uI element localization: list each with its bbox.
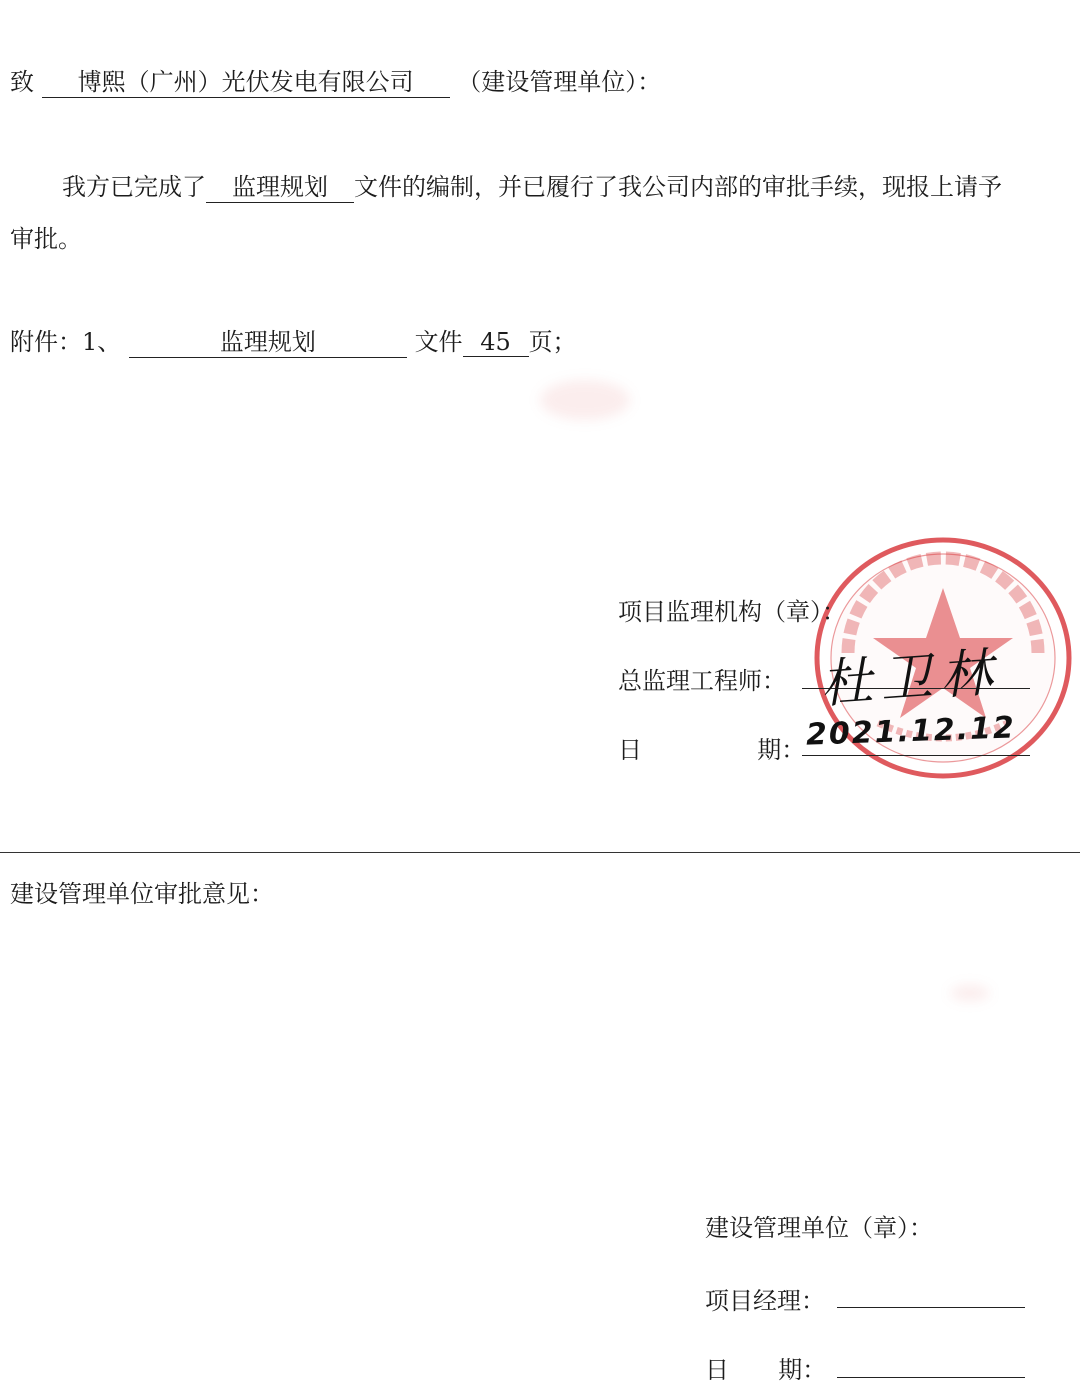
- body-line-2: 审批。: [10, 225, 82, 253]
- owner-date-line: [837, 1377, 1025, 1378]
- section-divider: [0, 852, 1080, 853]
- owner-opinion-label: 建设管理单位审批意见：: [10, 880, 274, 908]
- attachment-mid: 文件: [414, 328, 463, 356]
- attachment-line: [10, 322, 577, 358]
- date-label-left: 日: [618, 736, 642, 764]
- owner-date-row: [705, 1350, 826, 1385]
- chief-engineer-label: 总监理工程师：: [618, 667, 786, 695]
- body-line-1: [62, 167, 1002, 203]
- scan-smudge: [950, 985, 990, 1001]
- chief-engineer-signature: 杜卫林: [818, 642, 1003, 716]
- to-prefix: 致: [10, 68, 34, 96]
- attachment-suffix: 页；: [528, 328, 577, 356]
- supervision-date-line: [802, 755, 1030, 756]
- date-label-right: 期：: [757, 736, 806, 764]
- project-manager-line: [837, 1307, 1025, 1308]
- body-suffix: 文件的编制，并已履行了我公司内部的审批手续，现报上请予: [354, 173, 1002, 201]
- owner-org-label: 建设管理单位（章）：: [705, 1214, 933, 1242]
- scan-smudge: [540, 380, 630, 420]
- recipient-role: （建设管理单位）：: [457, 68, 662, 96]
- attachment-name: 监理规划: [129, 322, 407, 358]
- supervision-date-value: 2021.12.12: [805, 710, 1017, 753]
- recipient-line: [10, 62, 661, 98]
- attachment-pages: 45: [463, 328, 529, 357]
- project-manager-row: [705, 1281, 825, 1316]
- document-name: 监理规划: [206, 167, 354, 203]
- attachment-prefix: 附件：1、: [10, 328, 122, 356]
- supervision-org-label: 项目监理机构（章）：: [618, 598, 846, 626]
- recipient-name: 博熙（广州）光伏发电有限公司: [42, 62, 450, 98]
- owner-date-label-right: 期：: [778, 1356, 827, 1384]
- owner-date-label-left: 日: [705, 1356, 729, 1384]
- supervision-date-label: [618, 730, 805, 765]
- project-manager-label: 项目经理：: [705, 1287, 825, 1315]
- body-prefix: 我方已完成了: [62, 173, 206, 201]
